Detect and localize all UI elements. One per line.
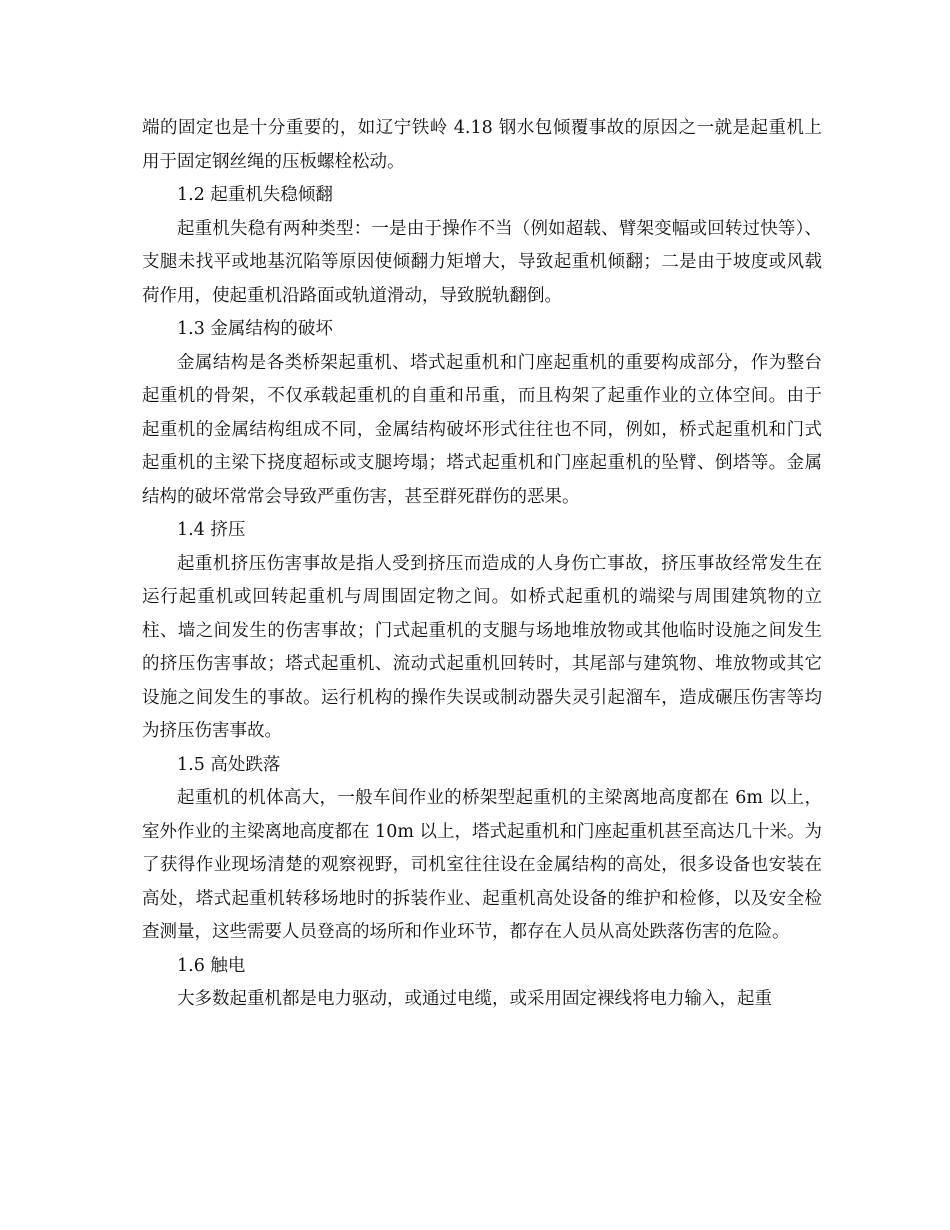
section-heading-1-2: 1.2 起重机失稳倾翻 (177, 185, 333, 205)
paragraph-instability: 起重机失稳有两种类型：一是由于操作不当（例如超载、臂架变幅或回转过快等）、支腿未找平或地基沉陷等原因使倾翻力矩增大，导致起重机倾翻；二是由于坡度或风载荷作用，使起重机沿路面或轨道滑动，导致脱轨翻倒。 (142, 218, 822, 306)
paragraph-continued: 端的固定也是十分重要的，如辽宁铁岭 4.18 钢水包倾覆事故的原因之一就是起重机上用于固定钢丝绳的压板螺栓松动。 (142, 118, 822, 172)
paragraph-falling: 起重机的机体高大，一般车间作业的桥架型起重机的主梁离地高度都在 6m 以上，室外作业的主梁离地高度都在 10m 以上，塔式起重机和门座起重机甚至高达几十米。为了获得作业现场清楚的观察视野，司机室往往设在金属结构的高处，很多设备也安装在高处，塔式起重机转移场地时的拆装作业、起重机高处设备的维护和检修，以及安全检查测量，这些需要人员登高的场所和作业环节，都存在人员从高处跌落伤害的危险。 (142, 788, 822, 942)
paragraph-electric-shock: 大多数起重机都是电力驱动，或通过电缆，或采用固定裸线将电力输入，起重 (177, 989, 772, 1009)
section-heading-1-3: 1.3 金属结构的破坏 (177, 319, 333, 339)
section-heading-1-6: 1.6 触电 (177, 955, 246, 976)
document-body (142, 112, 822, 1017)
section-heading-1-4: 1.4 挤压 (177, 520, 246, 540)
section-heading-1-5: 1.5 高处跌落 (177, 754, 281, 775)
paragraph-crushing: 起重机挤压伤害事故是指人受到挤压而造成的人身伤亡事故，挤压事故经常发生在运行起重机或回转起重机与周围固定物之间。如桥式起重机的端梁与周围建筑物的立柱、墙之间发生的伤害事故；门式起重机的支腿与场地堆放物或其他临时设施之间发生的挤压伤害事故；塔式起重机、流动式起重机回转时，其尾部与建筑物、堆放物或其它设施之间发生的事故。运行机构的操作失误或制动器失灵引起溜车，造成碾压伤害等均为挤压伤害事故。 (142, 553, 822, 741)
paragraph-metal-structure: 金属结构是各类桥架起重机、塔式起重机和门座起重机的重要构成部分，作为整台起重机的骨架，不仅承载起重机的自重和吊重，而且构架了起重作业的立体空间。由于起重机的金属结构组成不同，金属结构破坏形式往往也不同，例如，桥式起重机和门式起重机的主梁下挠度超标或支腿垮塌；塔式起重机和门座起重机的坠臂、倒塔等。金属结构的破坏常常会导致严重伤害，甚至群死群伤的恶果。 (142, 352, 822, 507)
